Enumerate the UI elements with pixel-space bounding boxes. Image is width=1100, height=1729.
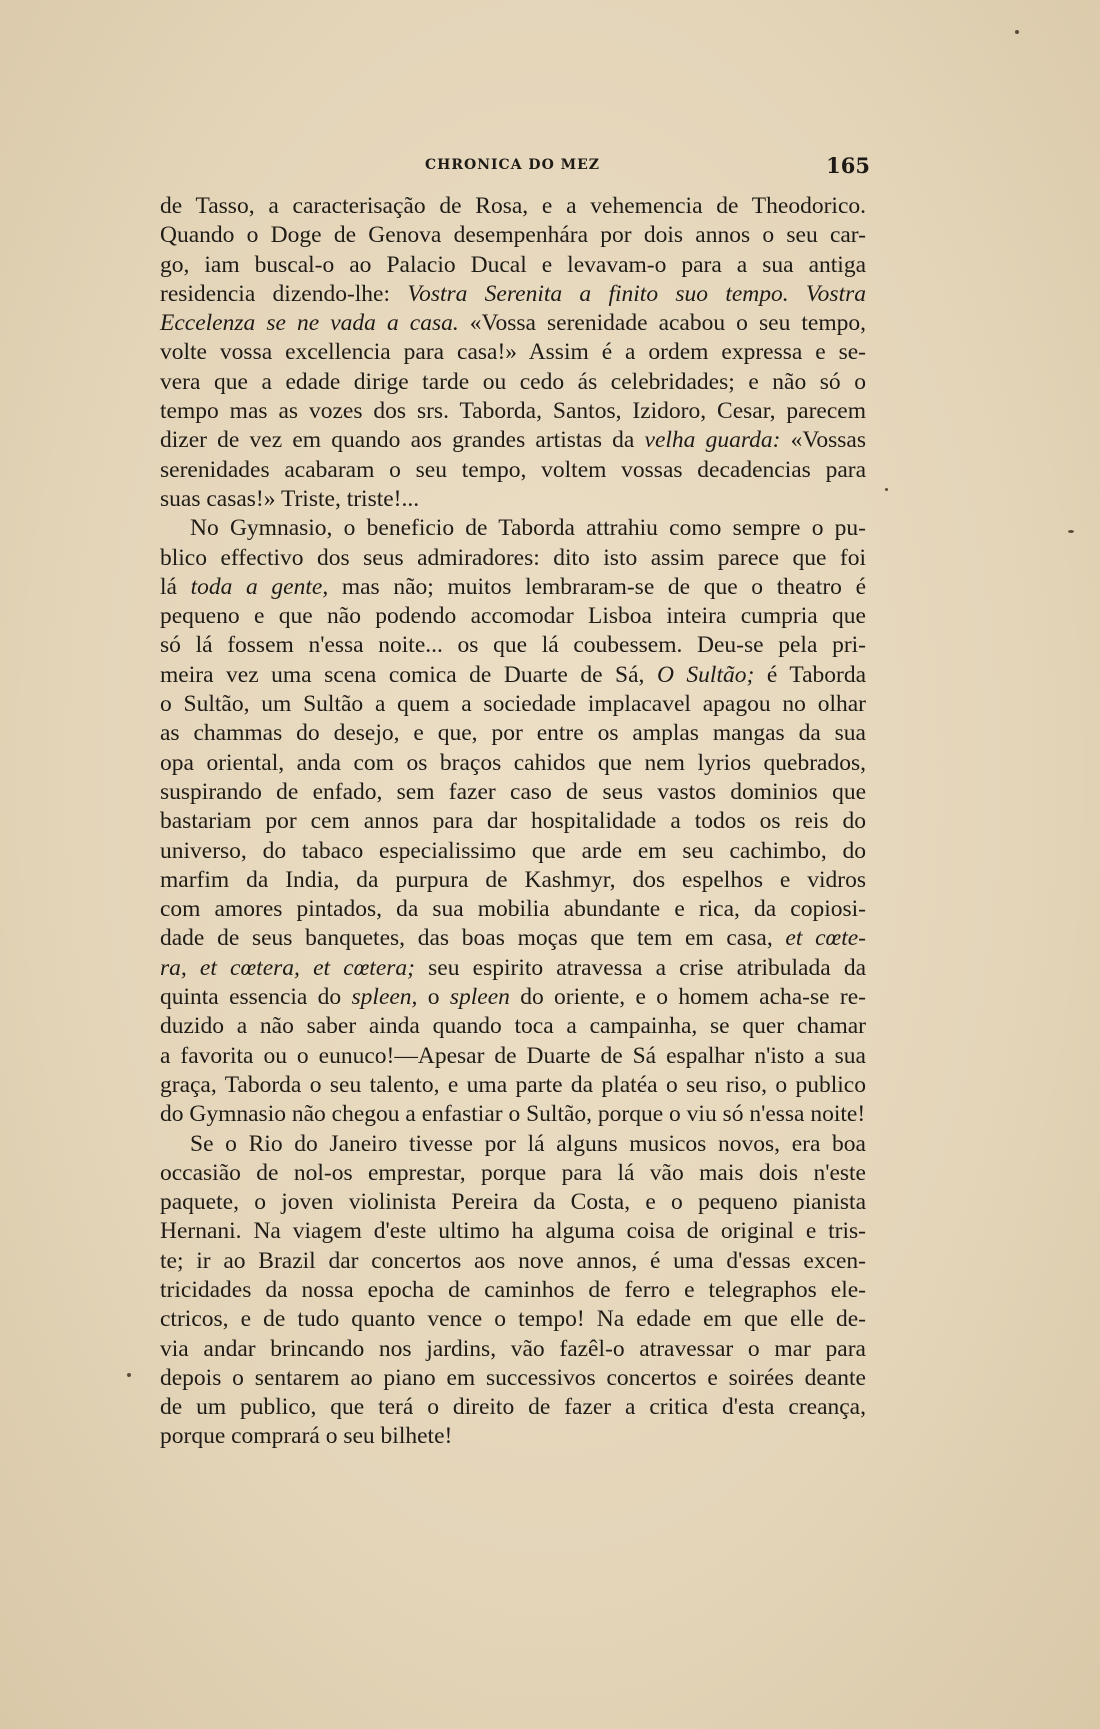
text-run: dizer de vez em quando aos grandes artistas da [160, 427, 645, 454]
text-line [160, 837, 866, 866]
text-line [160, 1393, 866, 1422]
text-line [160, 397, 866, 426]
paper-speck [1068, 530, 1074, 533]
italic-text: ra, et cœtera, et cœtera; [160, 954, 415, 981]
paragraph [160, 514, 866, 1129]
text-line [160, 631, 866, 660]
text-run: opa oriental, anda com os braços cahidos que nem lyrios quebrados, [160, 749, 866, 776]
paragraph [160, 192, 866, 514]
text-line [160, 485, 866, 514]
text-run: de um publico, que terá o direito de fazer a critica d'esta creança, [160, 1394, 866, 1421]
text-run: graça, Taborda o seu talento, e uma parte da platéa o seu riso, o publico [160, 1071, 866, 1098]
body-text [160, 192, 866, 1452]
italic-text: toda a gente, [190, 573, 329, 600]
text-line [160, 895, 866, 924]
text-line [160, 690, 866, 719]
running-title: CHRONICA DO MEZ [425, 157, 601, 173]
text-run: pequeno e que não podendo accomodar Lisboa inteira cumpria que [160, 603, 866, 630]
text-run: tricidades da nossa epocha de caminhos de ferro e telegraphos ele- [160, 1276, 866, 1303]
text-line [160, 661, 866, 690]
page-number: 165 [826, 153, 870, 178]
italic-text: spleen, [351, 984, 418, 1011]
text-run: te; ir ao Brazil dar concertos aos nove annos, é uma d'essas excen- [160, 1247, 866, 1274]
text-line [160, 251, 866, 280]
text-run: occasião de nol-os emprestar, porque para lá vão mais dois n'este [160, 1159, 866, 1186]
text-line [160, 456, 866, 485]
text-line [160, 368, 866, 397]
text-run: de Tasso, a caracterisação de Rosa, e a vehemencia de Theodorico. [160, 193, 866, 219]
text-run: meira vez uma scena comica de Duarte de Sá, [160, 661, 657, 688]
text-run: a favorita ou o eunuco!—Apesar de Duarte de Sá espalhar n'isto a sua [160, 1042, 866, 1069]
text-line [160, 426, 866, 455]
text-run: Hernani. Na viagem d'este ultimo ha alguma coisa de original e tris- [160, 1218, 866, 1245]
text-run: suas casas!» Triste, triste!... [160, 485, 420, 512]
text-line [160, 1188, 866, 1217]
text-run: seu espirito atravessa a crise atribulada da [414, 954, 867, 981]
text-line [160, 1422, 866, 1451]
text-line [160, 514, 866, 543]
text-line [160, 807, 866, 836]
text-run: «Vossas [780, 427, 866, 454]
paper-speck [127, 1373, 131, 1377]
text-line [160, 280, 866, 309]
text-line [160, 1012, 866, 1041]
text-line [160, 866, 866, 895]
text-run: mas não; muitos lembraram-se de que o theatro é [328, 573, 867, 600]
text-line [160, 1071, 866, 1100]
text-line [160, 1130, 866, 1159]
text-line [160, 983, 866, 1012]
page-header [160, 153, 870, 183]
text-line [160, 1305, 866, 1334]
text-run: só lá fossem n'essa noite... os que lá coubessem. Deu-se pela pri- [160, 632, 866, 659]
text-run: do Gymnasio não chegou a enfastiar o Sultão, porque o viu só n'essa noite! [160, 1101, 866, 1128]
text-run: bastariam por cem annos para dar hospitalidade a todos os reis do [160, 808, 866, 835]
text-line [160, 1276, 866, 1305]
text-line [160, 192, 866, 221]
text-line [160, 719, 866, 748]
text-run: tempo mas as vozes dos srs. Taborda, Santos, Izidoro, Cesar, parecem [160, 398, 866, 425]
text-line [160, 1159, 866, 1188]
text-run: duzido a não saber ainda quando toca a campainha, se quer chamar [160, 1013, 866, 1040]
text-run: ctricos, e de tudo quanto vence o tempo! Na edade em que elle de- [160, 1306, 866, 1333]
text-line [160, 338, 866, 367]
text-line [160, 602, 866, 631]
text-run: do oriente, e o homem acha-se re- [509, 984, 866, 1011]
italic-text: Vostra Serenita a finito suo tempo. Vostra [407, 280, 866, 307]
text-line [160, 1247, 866, 1276]
text-run: dade de seus banquetes, das boas moças que tem em casa, [160, 925, 786, 952]
text-line [160, 1100, 866, 1129]
text-line [160, 544, 866, 573]
paragraph [160, 1130, 866, 1452]
text-run: go, iam buscal-o ao Palacio Ducal e levavam-o para a sua antiga [160, 251, 866, 278]
text-line [160, 221, 866, 250]
text-run: o [417, 984, 450, 1011]
text-run: Se o Rio do Janeiro tivesse por lá alguns musicos novos, era boa [190, 1130, 866, 1157]
text-line [160, 309, 866, 338]
text-run: depois o sentarem ao piano em successivos concertos e soirées deante [160, 1364, 866, 1391]
text-run: lá [160, 573, 191, 600]
text-line [160, 573, 866, 602]
text-run: é Taborda [754, 661, 867, 688]
text-run: paquete, o joven violinista Pereira da Costa, e o pequeno pianista [160, 1189, 866, 1216]
text-run: o Sultão, um Sultão a quem a sociedade implacavel apagou no olhar [160, 691, 866, 718]
text-line [160, 1042, 866, 1071]
text-line [160, 749, 866, 778]
paper-speck [1015, 30, 1019, 34]
text-run: volte vossa excellencia para casa!» Assim é a ordem expressa e se- [160, 339, 866, 366]
text-run: porque comprará o seu bilhete! [160, 1423, 453, 1450]
text-run: vera que a edade dirige tarde ou cedo ás celebridades; e não só o [160, 368, 866, 395]
text-line [160, 778, 866, 807]
text-run: No Gymnasio, o beneficio de Taborda attrahiu como sempre o pu- [190, 515, 866, 542]
text-run: residencia dizendo-lhe: [160, 280, 408, 307]
text-line [160, 1364, 866, 1393]
text-run: serenidades acabaram o seu tempo, voltem vossas decadencias para [160, 456, 866, 483]
text-run: suspirando de enfado, sem fazer caso de seus vastos dominios que [160, 778, 866, 805]
italic-text: spleen [449, 984, 510, 1011]
text-run: «Vossa serenidade acabou o seu tempo, [458, 310, 866, 337]
text-line [160, 1335, 866, 1364]
text-run: via andar brincando nos jardins, vão fazêl-o atravessar o mar para [160, 1335, 866, 1362]
paper-speck [885, 488, 888, 491]
text-line [160, 1217, 866, 1246]
text-run: com amores pintados, da sua mobilia abundante e rica, da copiosi- [160, 896, 866, 923]
italic-text: velha guarda: [644, 427, 781, 454]
text-run: Quando o Doge de Genova desempenhára por dois annos o seu car- [160, 222, 866, 249]
text-run: quinta essencia do [160, 984, 352, 1011]
italic-text: et cœte- [785, 925, 866, 952]
text-line [160, 924, 866, 953]
text-line [160, 954, 866, 983]
text-run: universo, do tabaco especialissimo que arde em seu cachimbo, do [160, 837, 866, 864]
text-run: marfim da India, da purpura de Kashmyr, dos espelhos e vidros [160, 866, 866, 893]
italic-text: Eccelenza se ne vada a casa. [160, 310, 459, 337]
italic-text: O Sultão; [656, 661, 755, 688]
text-run: blico effectivo dos seus admiradores: dito isto assim parece que foi [160, 544, 866, 571]
text-run: as chammas do desejo, e que, por entre os amplas mangas da sua [160, 720, 866, 747]
